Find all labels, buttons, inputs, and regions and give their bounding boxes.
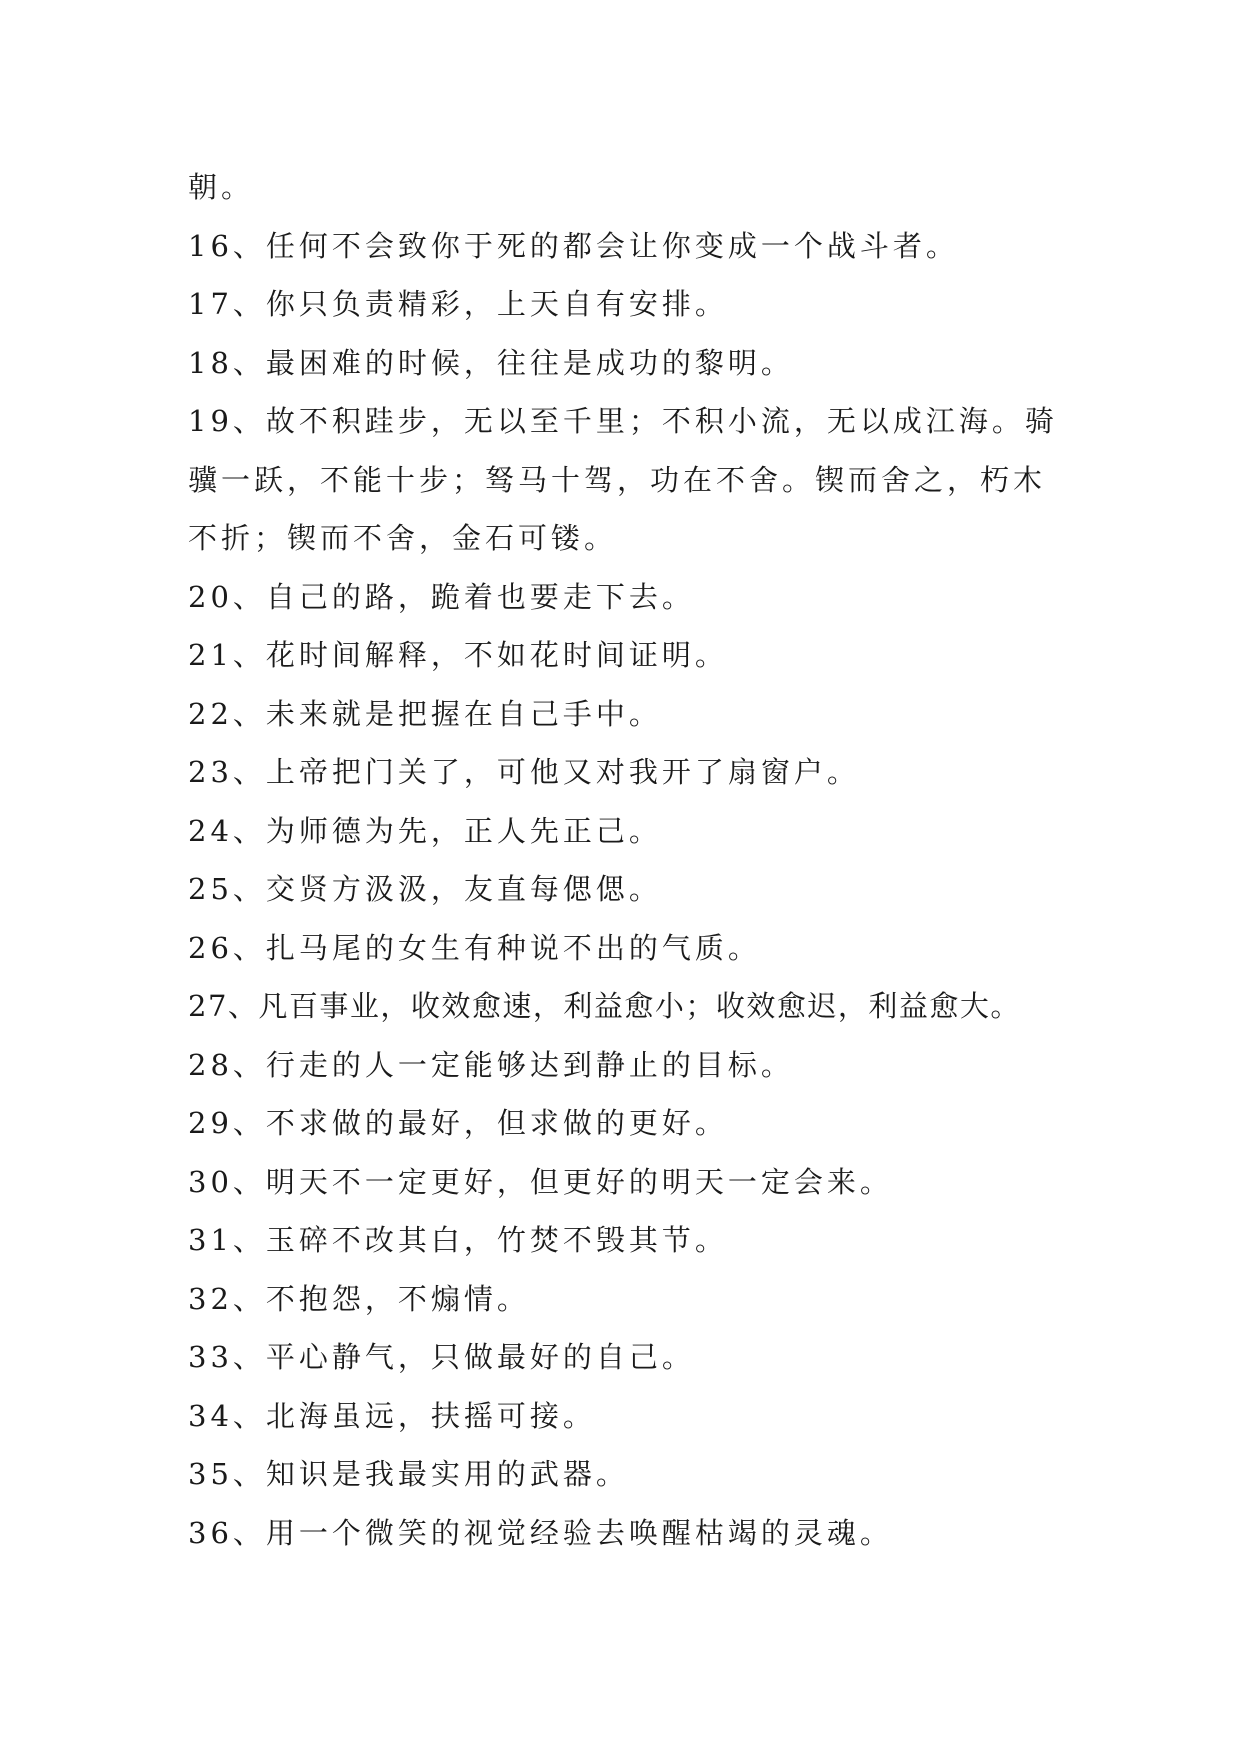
text-line: 29、不求做的最好，但求做的更好。 <box>188 1106 728 1140</box>
text-line: 17、你只负责精彩，上天自有安排。 <box>188 287 728 321</box>
text-line: 18、最困难的时候，往往是成功的黎明。 <box>188 345 794 380</box>
text-line: 33、平心静气，只做最好的自己。 <box>188 1340 695 1374</box>
text-line: 31、玉碎不改其白，竹焚不毁其节。 <box>188 1223 728 1257</box>
text-line: 不折；锲而不舍，金石可镂。 <box>188 521 618 555</box>
text-line: 20、自己的路，跪着也要走下去。 <box>188 579 695 614</box>
document-body <box>188 158 1068 1562</box>
text-line: 21、花时间解释，不如花时间证明。 <box>188 638 728 672</box>
text-line: 23、上帝把门关了，可他又对我开了扇窗户。 <box>188 755 860 789</box>
text-line: 30、明天不一定更好，但更好的明天一定会来。 <box>188 1164 893 1199</box>
text-line: 25、交贤方汲汲，友直每偲偲。 <box>188 872 662 906</box>
text-line: 骥一跃，不能十步；驽马十驾，功在不舍。锲而舍之，朽木 <box>188 462 1047 497</box>
text-line: 28、行走的人一定能够达到静止的目标。 <box>188 1047 794 1082</box>
text-line: 16、任何不会致你于死的都会让你变成一个战斗者。 <box>188 228 959 263</box>
text-line: 34、北海虽远，扶摇可接。 <box>188 1398 596 1433</box>
text-line: 朝。 <box>188 170 255 204</box>
text-line: 27、凡百事业，收效愈速，利益愈小；收效愈迟，利益愈大。 <box>188 989 1021 1023</box>
text-line: 26、扎马尾的女生有种说不出的气质。 <box>188 930 761 965</box>
text-line: 32、不抱怨，不煽情。 <box>188 1281 530 1316</box>
text-line: 19、故不积跬步，无以至千里；不积小流，无以成江海。骑 <box>188 404 1058 438</box>
text-line: 22、未来就是把握在自己手中。 <box>188 696 662 731</box>
text-line: 36、用一个微笑的视觉经验去唤醒枯竭的灵魂。 <box>188 1515 893 1550</box>
text-line: 24、为师德为先，正人先正己。 <box>188 813 662 848</box>
text-line: 35、知识是我最实用的武器。 <box>188 1457 629 1491</box>
